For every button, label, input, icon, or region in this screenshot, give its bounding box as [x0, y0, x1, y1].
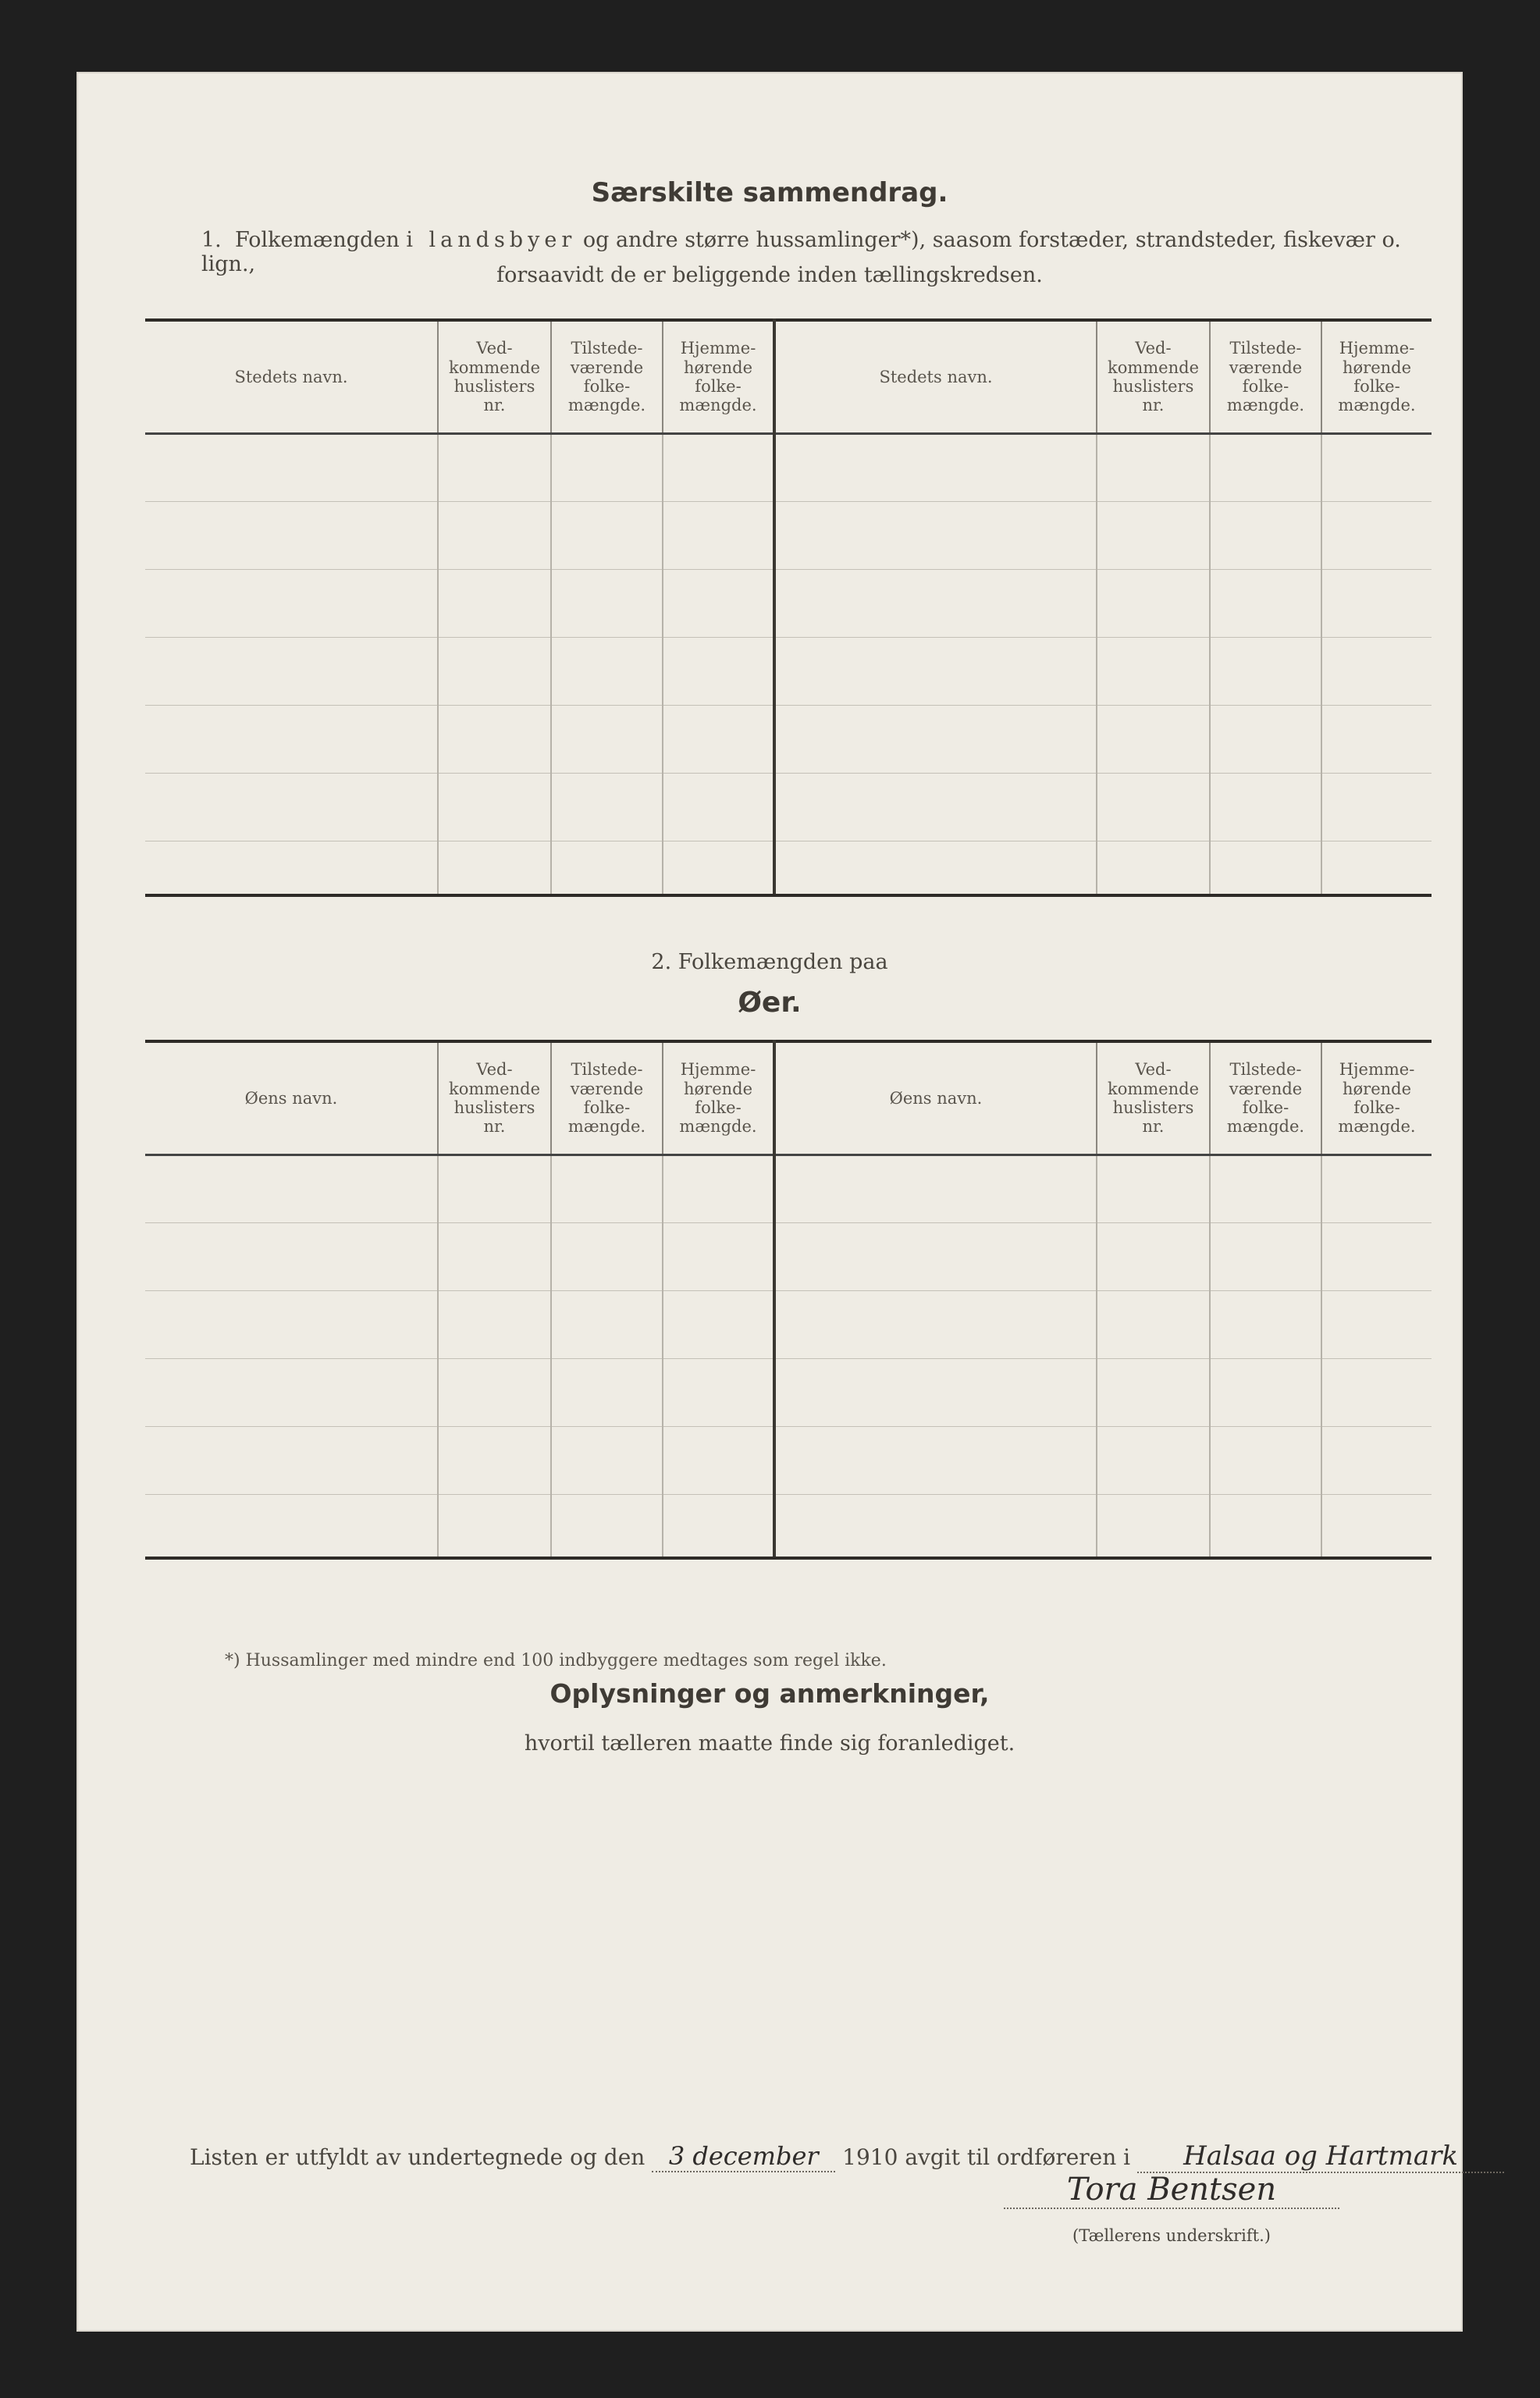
table-row [145, 569, 1432, 637]
col-resident-pop: Hjemme- hørende folke- mængde. [663, 320, 774, 433]
col-present-pop: Tilstede- værende folke- mængde. [551, 1041, 663, 1155]
handwritten-signature: Tora Bentsen [1004, 2172, 1339, 2209]
census-form-page [76, 72, 1463, 2332]
table-row [145, 1426, 1432, 1494]
col-resident-pop-2: Hjemme- hørende folke- mængde. [1321, 1041, 1432, 1155]
form-title: Særskilte sammendrag. [591, 177, 948, 208]
item1-number: 1. [201, 228, 222, 252]
table-header-row [145, 320, 1432, 433]
table-row [145, 637, 1432, 705]
col-resident-pop-2: Hjemme- hørende folke- mængde. [1321, 320, 1432, 433]
col-present-pop-2: Tilstede- værende folke- mængde. [1210, 1041, 1321, 1155]
col-list-nr: Ved- kommende huslisters nr. [438, 1041, 551, 1155]
col-place-name-2: Stedets navn. [774, 320, 1097, 433]
table-row [145, 841, 1432, 895]
table-row [145, 1222, 1432, 1290]
col-list-nr: Ved- kommende huslisters nr. [438, 320, 551, 433]
remarks-title: Oplysninger og anmerkninger, [549, 1678, 990, 1709]
table-row [145, 501, 1432, 569]
footnote: *) Hussamlinger med mindre end 100 indbyggere medtages som regel ikke. [225, 1651, 887, 1670]
table-row [145, 773, 1432, 841]
col-list-nr-2: Ved- kommende huslisters nr. [1097, 1041, 1210, 1155]
col-present-pop: Tilstede- værende folke- mængde. [551, 320, 663, 433]
handwritten-date: 3 december [652, 2141, 835, 2172]
col-place-name: Stedets navn. [145, 320, 438, 433]
completion-statement [190, 2140, 1504, 2173]
statement-year: 1910 [842, 2144, 898, 2170]
item1-part1: Folkemængden [234, 228, 400, 252]
col-island-name-2: Øens navn. [774, 1041, 1097, 1155]
handwritten-municipality: Halsaa og Hartmark [1137, 2140, 1504, 2173]
table-row [145, 1290, 1432, 1358]
col-list-nr-2: Ved- kommende huslisters nr. [1097, 320, 1210, 433]
table-header-row [145, 1041, 1432, 1155]
table-row [145, 1155, 1432, 1222]
section2-title: Øer. [738, 987, 802, 1019]
settlements-table [145, 318, 1432, 897]
signature-caption: (Tællerens underskrift.) [1072, 2226, 1271, 2245]
col-resident-pop: Hjemme- hørende folke- mængde. [663, 1041, 774, 1155]
statement-prefix: Listen er utfyldt av undertegnede og den [190, 2144, 646, 2170]
table-row [145, 1358, 1432, 1426]
table-row [145, 705, 1432, 773]
item1-part3: og andre større hussamlinger*), saasom forstæder, strandsteder, fiskevær o. lign., [201, 228, 1401, 276]
col-island-name: Øens navn. [145, 1041, 438, 1155]
item1-part2: i landsbyer [406, 228, 577, 252]
table-row [145, 1494, 1432, 1558]
remarks-subtitle: hvortil tælleren maatte finde sig foranlediget. [524, 1731, 1015, 1756]
col-present-pop-2: Tilstede- værende folke- mængde. [1210, 320, 1321, 433]
islands-table [145, 1040, 1432, 1560]
item1-line2: forsaavidt de er beliggende inden tællingskredsen. [496, 263, 1043, 287]
table-row [145, 433, 1432, 501]
statement-middle: avgit til ordføreren i [905, 2144, 1131, 2170]
section2-label: 2. Folkemængden paa [651, 950, 888, 974]
